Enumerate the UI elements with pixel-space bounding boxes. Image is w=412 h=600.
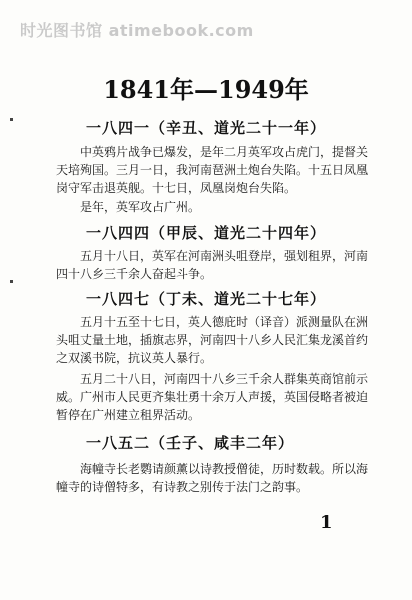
text-line: 之双溪书院，抗议英人暴行。 — [56, 351, 213, 365]
text-line: 是年，英军攻占广州。 — [80, 200, 201, 214]
section-paragraph — [56, 247, 369, 283]
page-number: 1 — [320, 512, 333, 533]
text-line: 头咀丈量土地，插旗志界，河南四十八乡人民汇集龙溪首约 — [56, 333, 369, 347]
text-line: 五月十五至十七日，英人德庇时（译音）派测量队在洲 — [80, 315, 369, 329]
section-paragraph — [56, 143, 369, 197]
section-heading-1847: 一八四七（丁未、道光二十七年） — [86, 290, 327, 308]
page-title: 1841年—1949年 — [103, 75, 309, 104]
section-paragraph — [56, 370, 369, 424]
text-line: 四十八乡三千余人奋起斗争。 — [56, 267, 213, 281]
section-paragraph — [56, 198, 356, 216]
section-heading-1852: 一八五二（壬子、咸丰二年） — [86, 434, 295, 452]
watermark: 时光图书馆 atimebook.com — [20, 21, 254, 40]
section-paragraph — [56, 313, 369, 367]
text-line: 中英鸦片战争已爆发，是年二月英军攻占虎门，提督关 — [80, 145, 369, 159]
section-heading-1844: 一八四四（甲辰、道光二十四年） — [86, 224, 327, 242]
text-line: 威。广州市人民更齐集壮勇十余万人声援，英国侵略者被迫 — [56, 390, 369, 404]
text-line: 天培殉国。三月一日，我河南琶洲土炮台失陷。十五日凤凰 — [56, 163, 369, 177]
text-line: 五月二十八日，河南四十八乡三千余人群集英商馆前示 — [80, 372, 369, 386]
text-line: 岗守军击退英舰。十七日，凤凰岗炮台失陷。 — [56, 181, 297, 195]
margin-mark — [10, 118, 13, 121]
text-line: 五月十八日，英军在河南洲头咀登岸，强划租界，河南 — [80, 249, 369, 263]
section-paragraph — [56, 460, 369, 496]
margin-mark — [10, 280, 13, 283]
text-line: 海幢寺长老鹦请颜薰以诗教授僧徒，历时数载。所以海 — [80, 462, 369, 476]
text-line: 暂停在广州建立租界活动。 — [56, 408, 201, 422]
section-heading-1841: 一八四一（辛丑、道光二十一年） — [86, 119, 327, 137]
text-line: 幢寺的诗僧特多，有诗教之别传于法门之韵事。 — [56, 480, 309, 494]
